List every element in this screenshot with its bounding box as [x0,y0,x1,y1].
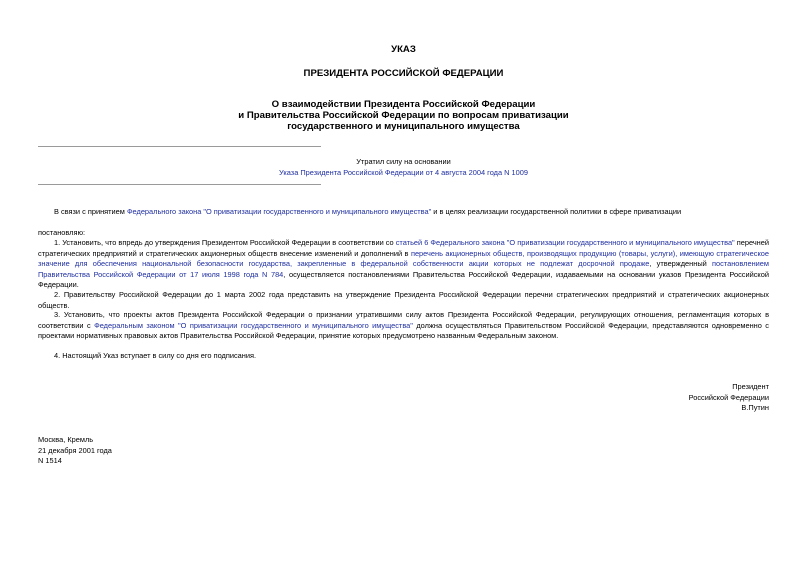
preamble-text-after: и в целях реализации государственной политики в сфере приватизации [431,207,682,216]
footer-place: Москва, Кремль [38,435,94,444]
signature-country: Российской Федерации [688,392,769,402]
government-resolution-784-link[interactable]: постановлением Правительства Российской Федерации от 17 июля 1998 года N 784 [38,259,769,279]
article-6-link[interactable]: статьей 6 Федерального закона "О приватизации государственного и муниципального имущества" [395,238,735,247]
footer-number: N 1514 [38,456,62,465]
document-subject-line-1: О взаимодействии Президента Российской Федерации [271,99,536,110]
status-link-wrap [0,168,807,179]
footer-block [38,435,112,467]
clause-3 [38,310,769,342]
clause-3-text-2: должна осуществляться Правительством Российской Федерации, представляются одновременно с проектами нормативных правовых актов Правительства Российской Федерации, принятие которых предусмотрено названным Федеральным законом. [38,320,769,340]
clause-1-text-4: , осуществляется постановлениями Правительства Российской Федерации, издаваемыми на основании указов Президента Российской Федерации. [38,269,769,289]
status-note: Утратил силу на основании [356,157,451,166]
signature-block [689,382,769,414]
strategic-jsc-list-link[interactable]: перечень акционерных обществ, производящих продукцию (товары, услуги), имеющую стратегическое значение для обеспечения национальной безопасности государства, закрепленные в федеральной собственности акции которых не подлежат досрочной продаже [38,248,769,268]
clause-1-text-3: , утвержденный [649,259,712,268]
document-issuer: ПРЕЗИДЕНТА РОССИЙСКОЙ ФЕДЕРАЦИИ [303,68,504,79]
signature-title: Президент [732,382,769,391]
decree-word: постановляю: [38,228,86,237]
document-subject-line-2: и Правительства Российской Федерации по вопросам приватизации [238,110,569,121]
status-top-rule [38,146,321,147]
clause-3-text-1: 3. Установить, что проекты актов Президента Российской Федерации о признании утратившими силу актов Президента Российской Федерации, регулирующих отношения, регламентация которых в соответствии с [38,310,769,330]
document-title: УКАЗ [391,44,416,55]
clause-2: 2. Правительству Российской Федерации до 1 марта 2002 года представить на утверждение Президента Российской Федерации перечни стратегических предприятий и стратегических акционерных обществ. [38,290,769,310]
preamble [38,207,769,218]
footer-date: 21 декабря 2001 года [38,445,112,455]
status-bottom-rule [38,184,321,185]
preamble-text-before: В связи с принятием [54,207,127,216]
clause-1 [38,238,769,291]
federal-law-link[interactable]: Федеральным законом "О приватизации государственного и муниципального имущества" [94,320,413,330]
privatization-law-link[interactable]: Федерального закона "О приватизации государственного и муниципального имущества" [126,207,432,216]
clause-4: 4. Настоящий Указ вступает в силу со дня его подписания. [54,351,257,360]
signature-name: В.Путин [741,403,769,412]
clause-1-text-2: перечней стратегических предприятий и стратегических акционерных обществ внесение изменений и дополнений в [38,238,770,258]
document-subject-line-3: государственного и муниципального имущества [287,121,520,132]
clause-1-text-1: 1. Установить, что впредь до утверждения Президентом Российской Федерации в соответствии со [54,238,396,247]
repeal-decree-link[interactable]: Указа Президента Российской Федерации от 4 августа 2004 года N 1009 [279,168,528,177]
